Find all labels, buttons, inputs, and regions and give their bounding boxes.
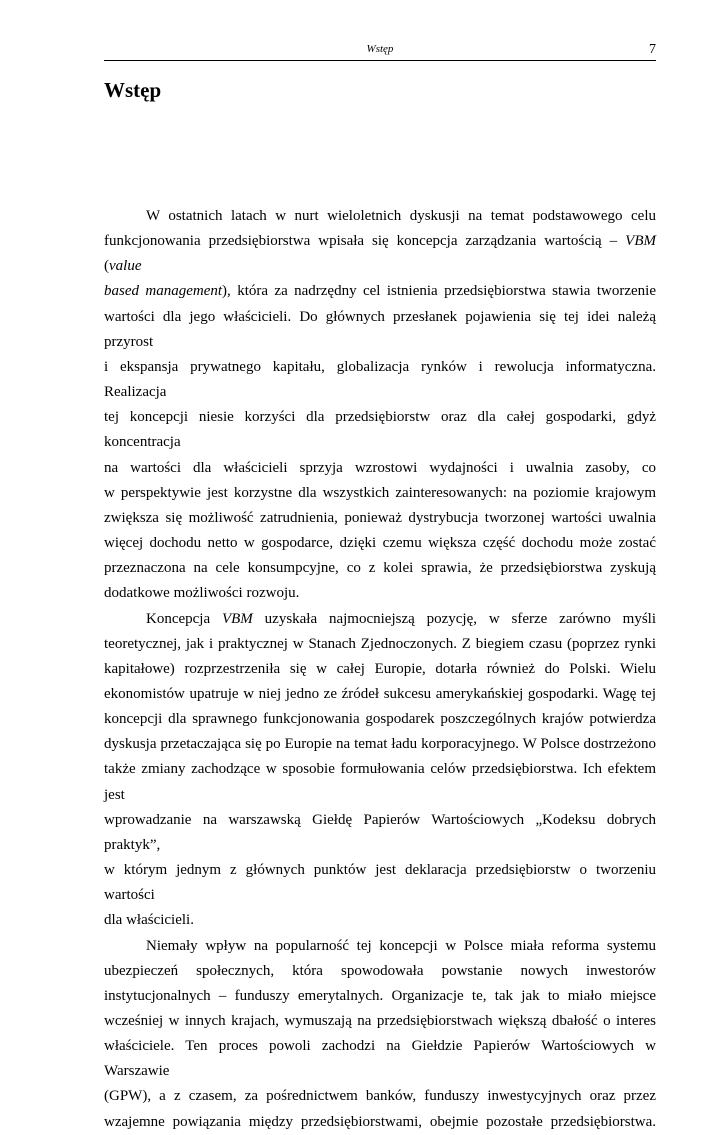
text-line: W ostatnich latach w nurt wieloletnich dyskusji na temat podstawowego celu [146,208,656,224]
text-line: wzajemne powiązania między przedsiębiorstwami, obejmie pozostałe przedsiębiorstwa. [104,1113,656,1130]
text-line: Niemały wpływ na popularność tej koncepcji w Polsce miała reforma systemu [146,937,656,954]
running-title: Wstęp [366,43,394,55]
text-line: teoretycznej, jak i praktycznej w Stanach Zjednoczonych. Z biegiem czasu (poprzez rynki [104,635,656,652]
text-line: i ekspansja prywatnego kapitału, globalizacja rynków i rewolucja informatyczna. Realizacja [104,358,656,401]
text-line: dla właścicieli. [104,912,194,929]
header-rule [104,60,656,61]
chapter-title: Wstęp [104,78,162,102]
text-line: funkcjonowania przedsiębiorstwa wpisała się koncepcja zarządzania wartością – VBM (value [104,233,656,275]
text-line: wprowadzanie na warszawską Giełdę Papierów Wartościowych „Kodeksu dobrych praktyk”, [104,811,656,853]
text-line: w perspektywie jest korzystne dla wszystkich zainteresowanych: na poziomie krajowym [104,484,656,501]
text-line: zwiększa się możliwość zatrudnienia, ponieważ dystrybucja tworzonej wartości uwalnia [104,509,656,526]
vbm-term: VBM [221,610,253,627]
paragraph [104,934,656,1135]
text-line: wcześniej w innych krajach, wymuszają na przedsiębiorstwach większą dbałość o interes [104,1013,656,1029]
text-line: w którym jednym z głównych punktów jest deklaracja przedsiębiorstw o tworzeniu wartości [104,862,656,904]
text-line: więcej dochodu netto w gospodarce, dzięki czemu większa część dochodu może zostać [104,535,656,552]
text-line: dyskusja przetaczająca się po Europie na temat ładu korporacyjnego. W Polsce dostrzeżono [104,736,656,753]
paragraph [104,204,656,607]
vbm-term: VBM [625,233,656,250]
based-management-term: based management [104,283,223,300]
text-line: ekonomistów upatruje w niej jedno ze źródeł sukcesu amerykańskiej gospodarki. Wagę tej [104,685,656,702]
text-line: na wartości dla właścicieli sprzyja wzrostowi wydajności i uwalnia zasoby, co [104,459,656,476]
text-line: koncepcji dla sprawnego funkcjonowania gospodarek poszczególnych krajów potwierdza [104,711,656,728]
body-text [104,204,656,1135]
text-line: kapitałowe) rozprzestrzeniła się w całej Europie, dotarła również do Polski. Wielu [104,660,656,677]
running-header [104,40,656,60]
text-line: właściciele. Ten proces powoli zachodzi na Giełdzie Papierów Wartościowych w Warszawie [104,1038,656,1080]
text-line: dodatkowe możliwości rozwoju. [104,585,300,602]
text-line: przeznaczona na cele konsumpcyjne, co z kolei sprawia, że przedsiębiorstwa zyskują [104,560,656,577]
text-line: Koncepcja VBM uzyskała najmocniejszą pozycję, w sferze zarówno myśli [146,610,656,627]
text-line: based management), która za nadrzędny cel istnienia przedsiębiorstwa stawia tworzenie [104,283,656,300]
text-line: instytucjonalnych – funduszy emerytalnych. Organizacje te, tak jak to miało miejsce [104,987,656,1004]
text-line: także zmiany zachodzące w sposobie formułowania celów przedsiębiorstwa. Ich efektem jest [104,761,656,803]
text-line: tej koncepcji niesie korzyści dla przedsiębiorstw oraz dla całej gospodarki, gdyż koncentracja [104,409,656,451]
text-line: wartości dla jego właścicieli. Do głównych przesłanek pojawienia się tej idei należą przyrost [104,308,656,350]
text-line: ubezpieczeń społecznych, która spowodowała powstanie nowych inwestorów [104,962,656,979]
text-line: (GPW), a z czasem, za pośrednictwem banków, funduszy inwestycyjnych oraz przez [104,1088,656,1105]
value-term: value [109,258,142,275]
paragraph [104,607,656,934]
page-number: 7 [649,42,656,57]
